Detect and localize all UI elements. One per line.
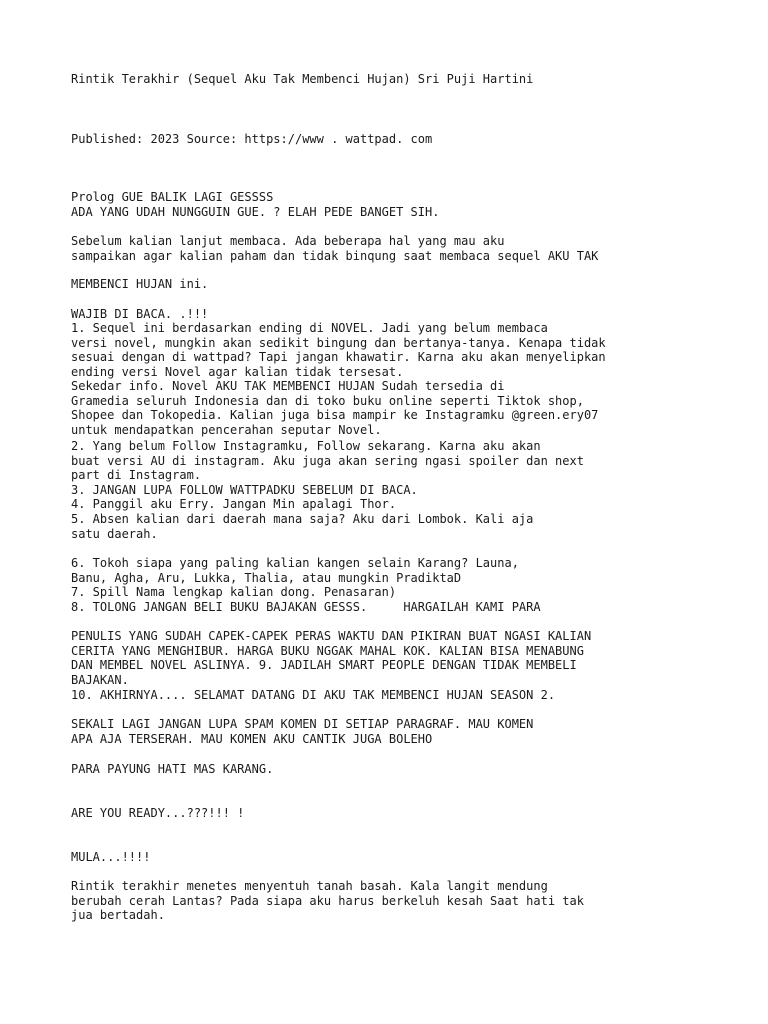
text-line: APA AJA TERSERAH. MAU KOMEN AKU CANTIK JUGA BOLEHO bbox=[71, 732, 433, 746]
text-line: sesuai dengan di wattpad? Tapi jangan khawatir. Karna aku akan menyelipkan bbox=[71, 350, 606, 364]
text-line: 5. Absen kalian dari daerah mana saja? Aku dari Lombok. Kali aja bbox=[71, 512, 534, 526]
text-line: untuk mendapatkan pencerahan seputar Novel. bbox=[71, 423, 382, 437]
text-line: ARE YOU READY...???!!! ! bbox=[71, 806, 245, 820]
text-line: 7. Spill Nama lengkap kalian dong. Penasaran) bbox=[71, 585, 397, 599]
text-line: satu daerah. bbox=[71, 527, 158, 541]
text-line: Sekedar info. Novel AKU TAK MEMBENCI HUJAN Sudah tersedia di bbox=[71, 379, 505, 393]
text-line: Shopee dan Tokopedia. Kalian juga bisa mampir ke Instagramku @green.ery07 bbox=[71, 408, 599, 422]
text-line: MULA...!!!! bbox=[71, 850, 151, 864]
text-line: 6. Tokoh siapa yang paling kalian kangen selain Karang? Launa, bbox=[71, 556, 519, 570]
text-line: Rintik terakhir menetes menyentuh tanah basah. Kala langit mendung bbox=[71, 879, 548, 893]
text-line: BAJAKAN. bbox=[71, 673, 129, 687]
text-line: 3. JANGAN LUPA FOLLOW WATTPADKU SEBELUM DI BACA. bbox=[71, 483, 418, 497]
text-line: berubah cerah Lantas? Pada siapa aku harus berkeluh kesah Saat hati tak bbox=[71, 894, 584, 908]
text-line: 10. AKHIRNYA.... SELAMAT DATANG DI AKU TAK MEMBENCI HUJAN SEASON 2. bbox=[71, 688, 556, 702]
text-line: WAJIB DI BACA. .!!! bbox=[71, 307, 209, 321]
text-line: buat versi AU di instagram. Aku juga akan sering ngasi spoiler dan next bbox=[71, 454, 584, 468]
text-line: DAN MEMBEL NOVEL ASLINYA. 9. JADILAH SMART PEOPLE DENGAN TIDAK MEMBELI bbox=[71, 658, 577, 672]
text-line: Sebelum kalian lanjut membaca. Ada beberapa hal yang mau aku bbox=[71, 234, 505, 248]
text-line: versi novel, mungkin akan sedikit bingung dan bertanya-tanya. Kenapa tidak bbox=[71, 336, 606, 350]
text-line: PENULIS YANG SUDAH CAPEK-CAPEK PERAS WAKTU DAN PIKIRAN BUAT NGASI KALIAN bbox=[71, 629, 592, 643]
text-line: Prolog GUE BALIK LAGI GESSSS bbox=[71, 190, 274, 204]
text-line: 1. Sequel ini berdasarkan ending di NOVEL. Jadi yang belum membaca bbox=[71, 321, 548, 335]
text-line: part di Instagram. bbox=[71, 468, 202, 482]
text-line: SEKALI LAGI JANGAN LUPA SPAM KOMEN DI SETIAP PARAGRAF. MAU KOMEN bbox=[71, 717, 534, 731]
text-line: ADA YANG UDAH NUNGGUIN GUE. ? ELAH PEDE BANGET SIH. bbox=[71, 205, 440, 219]
text-line: Banu, Agha, Aru, Lukka, Thalia, atau mungkin PradiktaD bbox=[71, 571, 462, 585]
text-line: ending versi Novel agar kalian tidak tersesat. bbox=[71, 365, 404, 379]
text-line: CERITA YANG MENGHIBUR. HARGA BUKU NGGAK MAHAL KOK. KALIAN BISA MENABUNG bbox=[71, 644, 584, 658]
text-line: jua bertadah. bbox=[71, 908, 165, 922]
text-line: Gramedia seluruh Indonesia dan di toko buku online seperti Tiktok shop, bbox=[71, 394, 584, 408]
text-line: 2. Yang belum Follow Instagramku, Follow sekarang. Karna aku akan bbox=[71, 439, 541, 453]
text-line: PARA PAYUNG HATI MAS KARANG. bbox=[71, 762, 274, 776]
publication-info: Published: 2023 Source: https://www . wattpad. com bbox=[71, 132, 433, 146]
document-title: Rintik Terakhir (Sequel Aku Tak Membenci Hujan) Sri Puji Hartini bbox=[71, 72, 534, 86]
text-line: 4. Panggil aku Erry. Jangan Min apalagi Thor. bbox=[71, 497, 397, 511]
text-line: sampaikan agar kalian paham dan tidak binqung saat membaca sequel AKU TAK bbox=[71, 249, 599, 263]
text-line: 8. TOLONG JANGAN BELI BUKU BAJAKAN GESSS. HARGAILAH KAMI PARA bbox=[71, 600, 541, 614]
text-line: MEMBENCI HUJAN ini. bbox=[71, 277, 209, 291]
